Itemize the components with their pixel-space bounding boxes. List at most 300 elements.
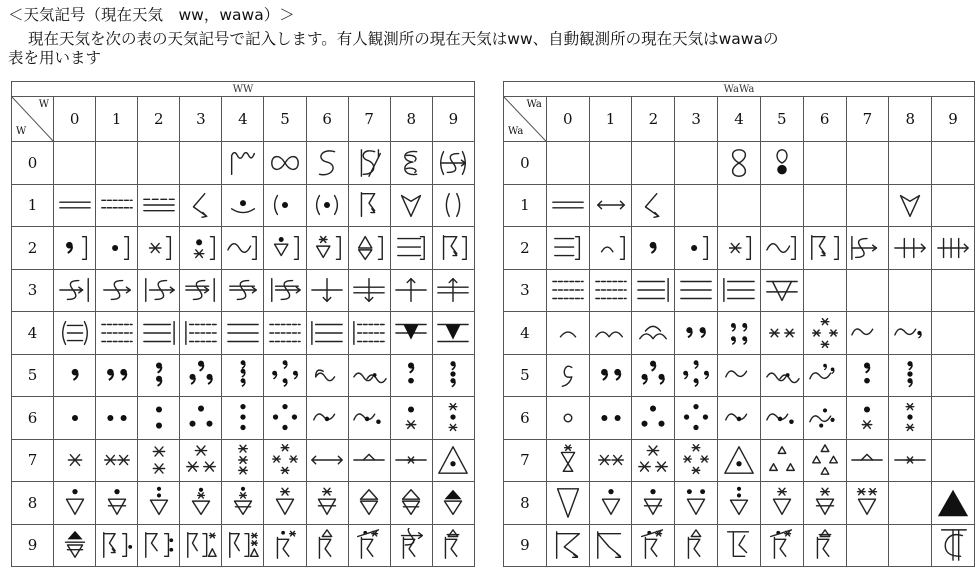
ww-symbol-cell	[138, 142, 180, 185]
weather-symbol-icon	[848, 486, 886, 520]
ww-symbol-cell	[306, 439, 348, 482]
wawa-symbol-cell	[889, 482, 932, 525]
wawa-table-caption: WaWa	[504, 82, 975, 97]
wawa-symbol-cell	[632, 397, 675, 440]
ww-symbol-cell	[222, 184, 264, 227]
ww-symbol-cell	[306, 269, 348, 312]
ww-symbol-cell	[222, 397, 264, 440]
ww-symbol-cell	[348, 482, 390, 525]
weather-symbol-icon	[592, 273, 630, 307]
weather-symbol-icon	[266, 231, 304, 265]
ww-symbol-cell	[54, 524, 96, 567]
weather-symbol-icon	[677, 273, 715, 307]
weather-symbol-icon	[434, 443, 472, 477]
weather-symbol-icon	[140, 358, 178, 392]
wawa-symbol-cell	[632, 227, 675, 270]
weather-symbol-icon	[634, 231, 672, 265]
wawa-symbol-cell	[803, 524, 846, 567]
wawa-row-header: 7	[504, 439, 547, 482]
wawa-symbol-cell	[718, 312, 761, 355]
weather-symbol-icon	[56, 443, 94, 477]
ww-symbol-cell	[180, 439, 222, 482]
ww-row-header: 1	[12, 184, 54, 227]
weather-symbol-icon	[634, 528, 672, 562]
ww-symbol-cell	[390, 312, 432, 355]
weather-symbol-icon	[891, 316, 929, 350]
ww-col-header: 0	[54, 97, 96, 142]
ww-symbol-cell	[264, 312, 306, 355]
ww-symbol-cell	[432, 184, 474, 227]
weather-symbol-icon	[763, 358, 801, 392]
weather-symbol-icon	[308, 486, 346, 520]
wawa-symbol-cell	[846, 354, 889, 397]
weather-symbol-icon	[434, 528, 472, 562]
wawa-symbol-cell	[675, 227, 718, 270]
ww-symbol-cell	[180, 227, 222, 270]
wawa-symbol-cell	[846, 227, 889, 270]
wawa-table-row	[504, 439, 975, 482]
ww-symbol-cell	[390, 439, 432, 482]
wawa-symbol-cell	[889, 439, 932, 482]
weather-symbol-icon	[763, 273, 801, 307]
ww-symbol-cell	[390, 142, 432, 185]
ww-symbol-cell	[180, 184, 222, 227]
weather-symbol-icon	[549, 486, 587, 520]
ww-symbol-cell	[138, 312, 180, 355]
wawa-row-header: 3	[504, 269, 547, 312]
weather-symbol-icon	[182, 231, 220, 265]
wawa-symbol-cell	[546, 397, 589, 440]
ww-symbol-cell	[432, 269, 474, 312]
wawa-symbol-cell	[760, 227, 803, 270]
wawa-symbol-cell	[718, 397, 761, 440]
ww-symbol-cell	[348, 227, 390, 270]
wawa-col-header: 5	[760, 97, 803, 142]
weather-symbol-icon	[308, 316, 346, 350]
ww-symbol-cell	[306, 482, 348, 525]
wawa-symbol-cell	[889, 524, 932, 567]
weather-symbol-icon	[434, 486, 472, 520]
weather-symbol-icon	[224, 443, 262, 477]
wawa-symbol-cell	[632, 482, 675, 525]
weather-symbol-icon	[182, 401, 220, 435]
ww-table-row	[12, 227, 475, 270]
ww-symbol-cell	[54, 439, 96, 482]
wawa-symbol-cell	[546, 439, 589, 482]
weather-symbol-icon	[934, 486, 972, 520]
wawa-symbol-cell	[760, 269, 803, 312]
weather-symbol-icon	[549, 273, 587, 307]
ww-symbol-cell	[432, 482, 474, 525]
weather-symbol-icon	[434, 146, 472, 180]
weather-symbol-icon	[56, 316, 94, 350]
weather-symbol-icon	[434, 316, 472, 350]
ww-symbol-cell	[180, 269, 222, 312]
ww-table-row	[12, 269, 475, 312]
ww-symbol-cell	[96, 524, 138, 567]
wawa-symbol-cell	[889, 142, 932, 185]
wawa-symbol-cell	[718, 269, 761, 312]
wawa-row-header: 1	[504, 184, 547, 227]
weather-symbol-icon	[266, 401, 304, 435]
wawa-col-header: 7	[846, 97, 889, 142]
ww-symbol-cell	[432, 439, 474, 482]
ww-table-row	[12, 312, 475, 355]
intro-text	[8, 30, 976, 68]
weather-symbol-icon	[308, 358, 346, 392]
wawa-table-row	[504, 184, 975, 227]
weather-symbol-icon	[592, 528, 630, 562]
weather-symbol-icon	[592, 401, 630, 435]
weather-symbol-icon	[848, 358, 886, 392]
wawa-symbol-cell	[803, 269, 846, 312]
ww-corner-top-label: W	[38, 99, 50, 110]
ww-table-row	[12, 482, 475, 525]
ww-symbol-cell	[390, 524, 432, 567]
ww-col-header: 2	[138, 97, 180, 142]
wawa-symbol-cell	[932, 397, 975, 440]
ww-symbol-cell	[348, 439, 390, 482]
ww-symbol-cell	[138, 269, 180, 312]
weather-symbol-icon	[350, 443, 388, 477]
weather-symbol-icon	[140, 188, 178, 222]
ww-symbol-cell	[264, 269, 306, 312]
weather-symbol-icon	[350, 273, 388, 307]
wawa-table-row	[504, 142, 975, 185]
weather-symbol-icon	[848, 401, 886, 435]
wawa-symbol-cell	[675, 269, 718, 312]
wawa-symbol-cell	[846, 312, 889, 355]
wawa-col-header: 8	[889, 97, 932, 142]
wawa-row-header: 5	[504, 354, 547, 397]
ww-symbol-cell	[96, 312, 138, 355]
weather-symbol-icon	[182, 316, 220, 350]
wawa-symbol-cell	[546, 227, 589, 270]
weather-symbol-icon	[350, 146, 388, 180]
wawa-row-header: 6	[504, 397, 547, 440]
wawa-symbol-cell	[932, 184, 975, 227]
ww-symbol-cell	[138, 482, 180, 525]
ww-symbol-cell	[96, 269, 138, 312]
weather-symbol-icon	[182, 358, 220, 392]
wawa-symbol-cell	[932, 482, 975, 525]
weather-symbol-icon	[350, 401, 388, 435]
ww-symbol-cell	[96, 142, 138, 185]
weather-symbol-icon	[634, 443, 672, 477]
wawa-row-header: 4	[504, 312, 547, 355]
wawa-symbol-cell	[760, 354, 803, 397]
weather-symbol-icon	[224, 401, 262, 435]
weather-symbol-icon	[392, 401, 430, 435]
weather-symbol-icon	[592, 486, 630, 520]
weather-symbol-icon	[266, 528, 304, 562]
wawa-symbol-cell	[846, 184, 889, 227]
weather-symbol-icon	[763, 528, 801, 562]
ww-row-header: 2	[12, 227, 54, 270]
wawa-symbol-cell	[718, 142, 761, 185]
wawa-symbol-cell	[632, 269, 675, 312]
ww-row-header: 5	[12, 354, 54, 397]
wawa-symbol-cell	[932, 354, 975, 397]
weather-symbol-icon	[891, 188, 929, 222]
wawa-row-header: 9	[504, 524, 547, 567]
ww-row-header: 6	[12, 397, 54, 440]
wawa-symbol-cell	[889, 227, 932, 270]
ww-symbol-cell	[138, 184, 180, 227]
weather-symbol-icon	[308, 146, 346, 180]
weather-symbol-icon	[720, 486, 758, 520]
weather-symbol-icon	[98, 273, 136, 307]
weather-symbol-icon	[350, 486, 388, 520]
wawa-symbol-cell	[632, 184, 675, 227]
wawa-symbol-cell	[846, 397, 889, 440]
intro-line-2: 表を用います	[8, 49, 102, 67]
weather-symbol-icon	[720, 146, 758, 180]
wawa-symbol-cell	[546, 312, 589, 355]
wawa-corner-header	[504, 97, 547, 142]
ww-symbol-cell	[348, 397, 390, 440]
weather-symbol-icon	[308, 401, 346, 435]
weather-symbol-icon	[434, 401, 472, 435]
wawa-symbol-cell	[589, 439, 632, 482]
weather-symbol-icon	[891, 358, 929, 392]
ww-symbol-cell	[264, 354, 306, 397]
weather-symbol-icon	[848, 316, 886, 350]
weather-symbol-icon	[592, 316, 630, 350]
ww-col-header: 8	[390, 97, 432, 142]
weather-symbol-icon	[763, 443, 801, 477]
weather-symbol-icon	[392, 443, 430, 477]
wawa-symbol-cell	[675, 397, 718, 440]
weather-symbol-icon	[350, 316, 388, 350]
wawa-col-header: 4	[718, 97, 761, 142]
weather-symbol-icon	[98, 188, 136, 222]
ww-table-row	[12, 354, 475, 397]
weather-symbol-icon	[266, 486, 304, 520]
ww-symbol-cell	[138, 354, 180, 397]
ww-symbol-cell	[54, 269, 96, 312]
wawa-symbol-cell	[546, 354, 589, 397]
weather-symbol-icon	[677, 486, 715, 520]
ww-symbol-cell	[180, 354, 222, 397]
wawa-symbol-cell	[718, 354, 761, 397]
ww-symbol-cell	[390, 184, 432, 227]
weather-symbol-icon	[677, 401, 715, 435]
wawa-symbol-cell	[803, 142, 846, 185]
weather-symbol-icon	[224, 486, 262, 520]
ww-symbol-cell	[264, 482, 306, 525]
ww-symbol-cell	[96, 482, 138, 525]
ww-col-header: 6	[306, 97, 348, 142]
ww-symbol-cell	[390, 269, 432, 312]
wawa-symbol-cell	[889, 269, 932, 312]
weather-symbol-icon	[763, 231, 801, 265]
wawa-symbol-cell	[932, 227, 975, 270]
ww-row-header: 8	[12, 482, 54, 525]
weather-symbol-icon	[98, 443, 136, 477]
wawa-symbol-cell	[589, 312, 632, 355]
weather-symbol-icon	[308, 443, 346, 477]
ww-symbol-cell	[264, 142, 306, 185]
wawa-symbol-cell	[889, 354, 932, 397]
ww-symbol-cell	[138, 524, 180, 567]
weather-symbol-icon	[98, 316, 136, 350]
weather-symbol-icon	[434, 273, 472, 307]
ww-table-row	[12, 524, 475, 567]
ww-symbol-cell	[390, 482, 432, 525]
weather-symbol-icon	[140, 486, 178, 520]
ww-symbol-cell	[54, 142, 96, 185]
ww-symbol-cell	[222, 312, 264, 355]
ww-row-header: 3	[12, 269, 54, 312]
weather-symbol-icon	[56, 401, 94, 435]
weather-symbol-icon	[434, 188, 472, 222]
wawa-symbol-cell	[546, 269, 589, 312]
wawa-symbol-cell	[718, 227, 761, 270]
ww-table-row	[12, 184, 475, 227]
weather-symbol-icon	[224, 188, 262, 222]
wawa-symbol-cell	[632, 354, 675, 397]
ww-symbol-cell	[96, 184, 138, 227]
weather-symbol-icon	[806, 231, 844, 265]
ww-symbol-cell	[264, 439, 306, 482]
weather-symbol-icon	[308, 231, 346, 265]
weather-symbol-icon	[763, 486, 801, 520]
wawa-symbol-cell	[932, 312, 975, 355]
weather-symbol-icon	[182, 443, 220, 477]
weather-symbol-icon	[806, 316, 844, 350]
wawa-symbol-cell	[803, 312, 846, 355]
weather-symbol-icon	[140, 401, 178, 435]
weather-symbol-icon	[677, 528, 715, 562]
weather-symbol-icon	[592, 188, 630, 222]
weather-symbol-icon	[720, 401, 758, 435]
weather-symbol-icon	[634, 316, 672, 350]
wawa-col-header: 6	[803, 97, 846, 142]
wawa-symbol-cell	[932, 269, 975, 312]
wawa-corner-top-label: Wa	[526, 99, 542, 110]
ww-symbol-cell	[306, 524, 348, 567]
ww-symbol-cell	[180, 397, 222, 440]
weather-symbol-icon	[182, 486, 220, 520]
weather-symbol-icon	[634, 358, 672, 392]
weather-symbol-icon	[720, 443, 758, 477]
weather-symbol-icon	[140, 231, 178, 265]
wawa-symbol-cell	[589, 227, 632, 270]
wawa-symbol-cell	[632, 142, 675, 185]
wawa-symbol-cell	[546, 524, 589, 567]
weather-symbol-icon	[549, 231, 587, 265]
weather-symbol-icon	[224, 273, 262, 307]
ww-symbol-cell	[54, 354, 96, 397]
weather-symbol-icon	[392, 231, 430, 265]
wawa-symbol-cell	[632, 524, 675, 567]
wawa-symbol-cell	[718, 184, 761, 227]
weather-symbol-icon	[806, 443, 844, 477]
weather-symbol-icon	[549, 401, 587, 435]
weather-symbol-icon	[266, 146, 304, 180]
ww-row-header: 7	[12, 439, 54, 482]
weather-symbol-icon	[434, 231, 472, 265]
weather-symbol-icon	[140, 528, 178, 562]
weather-symbol-icon	[763, 316, 801, 350]
wawa-symbol-cell	[675, 312, 718, 355]
weather-symbol-icon	[140, 316, 178, 350]
wawa-table-row	[504, 227, 975, 270]
wawa-row-header: 2	[504, 227, 547, 270]
ww-symbol-cell	[222, 524, 264, 567]
ww-symbol-cell	[306, 227, 348, 270]
weather-symbol-icon	[308, 528, 346, 562]
weather-symbol-icon	[392, 146, 430, 180]
weather-symbol-icon	[98, 401, 136, 435]
wawa-symbol-cell	[889, 397, 932, 440]
weather-symbol-icon	[308, 273, 346, 307]
wawa-symbol-cell	[803, 184, 846, 227]
ww-corner-bottom-label: W	[16, 126, 27, 137]
ww-symbol-cell	[138, 439, 180, 482]
wawa-table-row	[504, 312, 975, 355]
wawa-row-header: 8	[504, 482, 547, 525]
weather-symbol-icon	[350, 231, 388, 265]
weather-symbol-icon	[891, 443, 929, 477]
ww-symbol-cell	[348, 142, 390, 185]
wawa-symbol-cell	[889, 184, 932, 227]
wawa-symbol-cell	[589, 524, 632, 567]
wawa-table-row	[504, 524, 975, 567]
weather-symbol-icon	[763, 146, 801, 180]
wawa-symbol-cell	[589, 482, 632, 525]
wawa-symbol-table	[503, 81, 975, 567]
weather-symbol-icon	[182, 528, 220, 562]
ww-symbol-cell	[306, 354, 348, 397]
ww-symbol-cell	[180, 312, 222, 355]
ww-row-header: 0	[12, 142, 54, 185]
weather-symbol-icon	[266, 358, 304, 392]
wawa-symbol-cell	[889, 312, 932, 355]
ww-symbol-cell	[54, 482, 96, 525]
wawa-symbol-cell	[846, 524, 889, 567]
ww-corner-header	[12, 97, 54, 142]
weather-symbol-icon	[806, 358, 844, 392]
ww-symbol-cell	[222, 227, 264, 270]
weather-symbol-icon	[98, 358, 136, 392]
wawa-symbol-cell	[760, 142, 803, 185]
weather-symbol-icon	[848, 443, 886, 477]
wawa-symbol-cell	[760, 439, 803, 482]
weather-symbol-icon	[677, 358, 715, 392]
ww-symbol-cell	[432, 142, 474, 185]
weather-symbol-icon	[763, 401, 801, 435]
wawa-symbol-cell	[589, 269, 632, 312]
wawa-symbol-cell	[718, 482, 761, 525]
ww-symbol-cell	[432, 524, 474, 567]
weather-symbol-icon	[350, 528, 388, 562]
weather-symbol-icon	[677, 316, 715, 350]
ww-symbol-cell	[264, 397, 306, 440]
weather-symbol-icon	[592, 231, 630, 265]
weather-symbol-icon	[266, 443, 304, 477]
weather-symbol-icon	[56, 486, 94, 520]
ww-symbol-cell	[180, 142, 222, 185]
wawa-symbol-cell	[803, 482, 846, 525]
wawa-symbol-cell	[846, 439, 889, 482]
weather-symbol-icon	[934, 528, 972, 562]
wawa-symbol-cell	[760, 482, 803, 525]
weather-symbol-icon	[56, 358, 94, 392]
ww-symbol-table	[11, 81, 475, 567]
ww-symbol-cell	[348, 269, 390, 312]
